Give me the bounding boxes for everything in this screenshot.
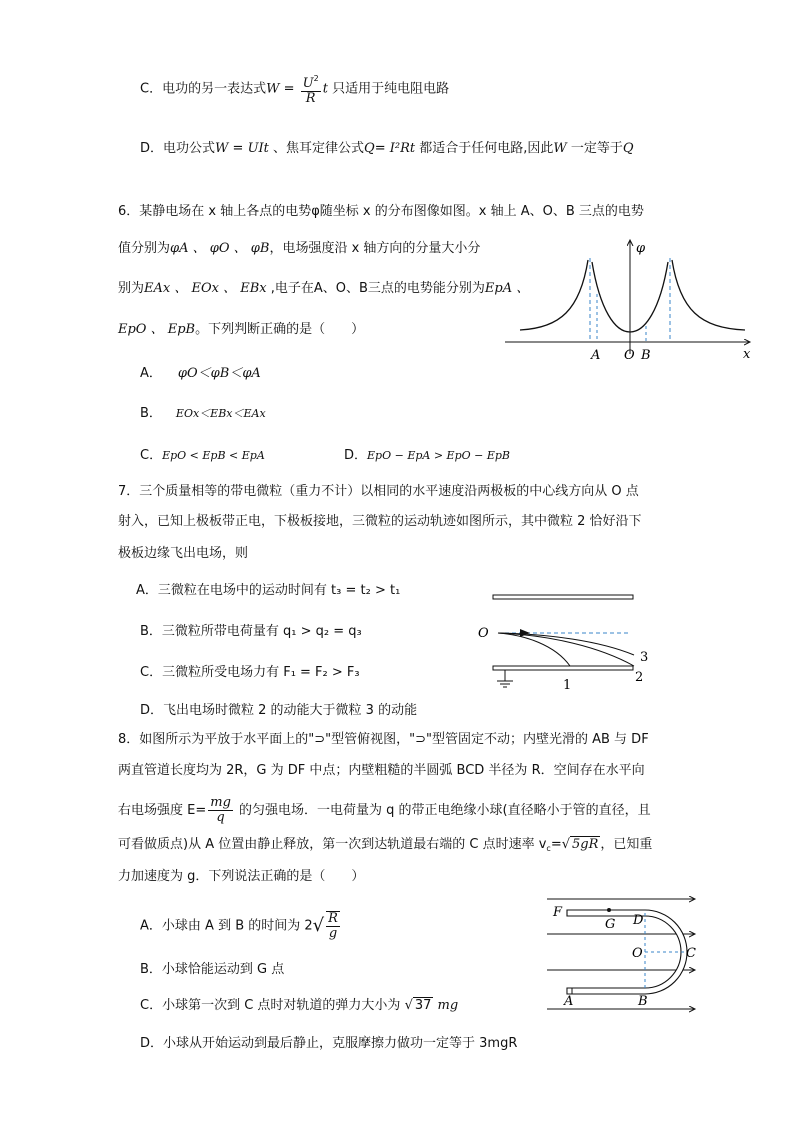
particle-1-label: 1	[563, 678, 572, 693]
denominator: g	[328, 926, 338, 941]
o-label: O	[624, 348, 635, 363]
numerator: R	[328, 911, 338, 926]
ep-values: EpO 、 EpB	[118, 322, 196, 337]
x-label: x	[743, 347, 751, 362]
ep-value: EpA 、	[484, 281, 530, 296]
option-text: 飞出电场时微粒 2 的动能大于微粒 3 的动能	[163, 703, 418, 718]
option-letter: C．	[140, 81, 163, 97]
q8-stem-line1: 8．如图所示为平放于水平面上的"⊃"型管俯视图，"⊃"型管固定不动；内壁光滑的 AB 与 DF	[118, 732, 649, 747]
q7-option-c	[140, 663, 360, 683]
particle-2-label: 2	[635, 670, 644, 685]
option-letter: C．	[140, 448, 163, 463]
symbol-u: U	[302, 76, 314, 91]
q6-stem-line3	[118, 279, 529, 299]
phi-values: φA 、 φO 、 φB	[170, 241, 270, 256]
numerator: mg	[210, 795, 231, 810]
q6-option-d	[344, 446, 510, 466]
option-text: EOx＜EBx＜EAx	[175, 407, 266, 420]
option-letter: C．	[140, 998, 163, 1013]
q8-option-a: A．小球由 A 到 B 的时间为 2√ $\frac{R}{g}$	[140, 911, 338, 941]
stem-text: ，电场强度沿 x 轴方向的分量大小分	[269, 241, 481, 256]
option-text-tail: 只适用于纯电阻电路	[327, 81, 450, 97]
potential-curve-left	[520, 260, 588, 330]
symbol-w: W	[215, 141, 229, 156]
q7-option-a	[136, 581, 400, 601]
option-text: 三微粒所带电荷量有 q₁ > q₂ = q₃	[161, 624, 362, 639]
lower-plate	[493, 666, 633, 670]
q6-option-a	[140, 364, 261, 384]
upper-plate	[493, 595, 633, 599]
option-text: 小球第一次到 C 点时对轨道的弹力大小为	[162, 998, 405, 1013]
symbol-q: Q	[364, 141, 375, 156]
formula-i2rt: I²Rt	[389, 141, 416, 156]
option-text: 三微粒在电场中的运动时间有 t₃ = t₂ > t₁	[157, 583, 401, 598]
option-text-tail: mg	[433, 998, 459, 1013]
a-label: A	[591, 348, 601, 363]
formula-uit: UIt	[247, 141, 269, 156]
b-label: B	[641, 348, 651, 363]
symbol-w: W	[266, 81, 280, 97]
option-letter: B．	[140, 962, 162, 977]
option-text: 电功的另一表达式	[162, 81, 267, 97]
q8-stem-line2: 两直管道长度均为 2R，G 为 DF 中点；内壁粗糙的半圆弧 BCD 半径为 R．空间存在水平向	[118, 763, 645, 778]
stem-text: 可看做质点)从 A 位置由静止释放，第一次到达轨道最右端的 C 点时速率 v	[118, 837, 547, 852]
equals: =	[374, 141, 390, 156]
point-g	[607, 908, 611, 912]
d-label: D	[633, 913, 644, 928]
equals: =	[279, 81, 299, 97]
g-label: G	[605, 917, 616, 932]
symbol-q: Q	[622, 141, 634, 156]
q6-potential-graph	[500, 230, 760, 370]
option-text-post: 都适合于任何电路,因此	[415, 141, 554, 156]
option-letter: A．	[136, 583, 158, 598]
option-letter: A．	[140, 366, 162, 381]
q7-option-d	[140, 701, 417, 721]
subscript-c: c	[546, 844, 551, 853]
symbol-t: t	[322, 81, 328, 97]
phi-label: φ	[636, 241, 646, 256]
q7-stem-line3: 极板边缘飞出电场，则	[118, 546, 249, 561]
sqrt-37: 37	[414, 998, 432, 1013]
equals: =	[228, 141, 248, 156]
q8-tube-figure	[545, 893, 705, 1023]
stem-text: ,电子在A、O、B三点的电势能分别为	[266, 281, 485, 296]
symbol-r: R	[305, 91, 316, 106]
option-letter: B．	[140, 624, 162, 639]
option-letter: B．	[140, 406, 162, 421]
stem-text: 值分别为	[118, 241, 171, 256]
c-label: C	[686, 946, 696, 961]
q6-option-b	[140, 404, 266, 424]
sqrt-5gr: 5gR	[572, 837, 599, 852]
stem-text: 。下列判断正确的是（ ）	[195, 322, 365, 337]
option-text: 三微粒所受电场力有 F₁ = F₂ > F₃	[162, 665, 360, 680]
q6-option-c	[140, 446, 265, 466]
option-text-mid: 、焦耳定律公式	[268, 141, 365, 156]
f-label: F	[553, 905, 563, 920]
option-text: 小球从开始运动到最后静止，克服摩擦力做功一定等于 3mgR	[163, 1036, 518, 1051]
trajectory-1	[498, 633, 570, 666]
a-label: A	[564, 994, 574, 1009]
stem-text: 右电场强度 E=	[118, 803, 207, 818]
q7-stem-line1: 7．三个质量相等的带电微粒（重力不计）以相同的水平速度沿两极板的中心线方向从 O 点	[118, 484, 639, 499]
particle-3-label: 3	[640, 650, 649, 665]
stem-text: 别为	[118, 281, 145, 296]
q5-option-d	[140, 139, 634, 159]
option-text-tail: 一定等于	[566, 141, 623, 156]
option-letter: A．	[140, 918, 162, 934]
b-label: B	[638, 994, 648, 1009]
fraction-mg-over-q	[208, 796, 233, 825]
o-label: O	[478, 626, 489, 641]
potential-curve-right	[672, 260, 745, 330]
q6-stem-line4	[118, 320, 364, 340]
fraction-u2-over-r: $\frac{U^2}{R}$	[302, 74, 319, 106]
q8-option-d	[140, 1034, 517, 1054]
option-text: 电功公式	[163, 141, 216, 156]
q8-stem-line5: 力加速度为 g．下列说法正确的是（ ）	[118, 869, 365, 884]
fraction-r-over-g	[326, 911, 340, 941]
stem-text: 的匀强电场．一电荷量为 q 的带正电绝缘小球(直径略小于管的直径，且	[234, 803, 651, 818]
option-letter: D．	[344, 448, 368, 463]
option-text: 小球恰能运动到 G 点	[161, 962, 285, 977]
q7-stem-line2: 射入，已知上极板带正电，下极板接地，三微粒的运动轨迹如图所示，其中微粒 2 恰好沿下	[118, 514, 642, 529]
option-letter: D．	[140, 703, 164, 718]
option-text: φO＜φB＜φA	[177, 366, 261, 381]
equals: =	[550, 837, 562, 852]
option-letter: C．	[140, 665, 163, 680]
q8-option-c: C．小球第一次到 C 点时对轨道的弹力大小为 √ 37 mg	[140, 998, 459, 1013]
q6-stem-line2	[118, 239, 480, 259]
option-letter: D．	[140, 1036, 164, 1051]
option-letter: D．	[140, 141, 164, 156]
option-text: 小球由 A 到 B 的时间为 2	[161, 918, 313, 934]
o-label: O	[632, 946, 643, 961]
symbol-w: W	[553, 141, 567, 156]
e-values: EAx 、 EOx 、 EBx	[144, 281, 267, 296]
q6-stem-line1: 6．某静电场在 x 轴上各点的电势φ随坐标 x 的分布图像如图。x 轴上 A、O、B 三点的电势	[118, 204, 644, 219]
option-text: EpO − EpA > EpO − EpB	[367, 449, 510, 462]
stem-text: ，已知重	[600, 837, 653, 852]
q8-option-b	[140, 960, 284, 980]
denominator: q	[216, 810, 225, 825]
q8-stem-line3	[118, 796, 651, 825]
q7-plates-figure	[470, 585, 670, 705]
q5-option-c	[140, 72, 449, 106]
q7-option-b	[140, 622, 362, 642]
q8-stem-line4: 可看做质点)从 A 位置由静止释放，第一次到达轨道最右端的 C 点时速率 $v_c=√$ 5gR ，已知重	[118, 837, 653, 853]
option-text: EpO < EpB < EpA	[162, 449, 265, 462]
